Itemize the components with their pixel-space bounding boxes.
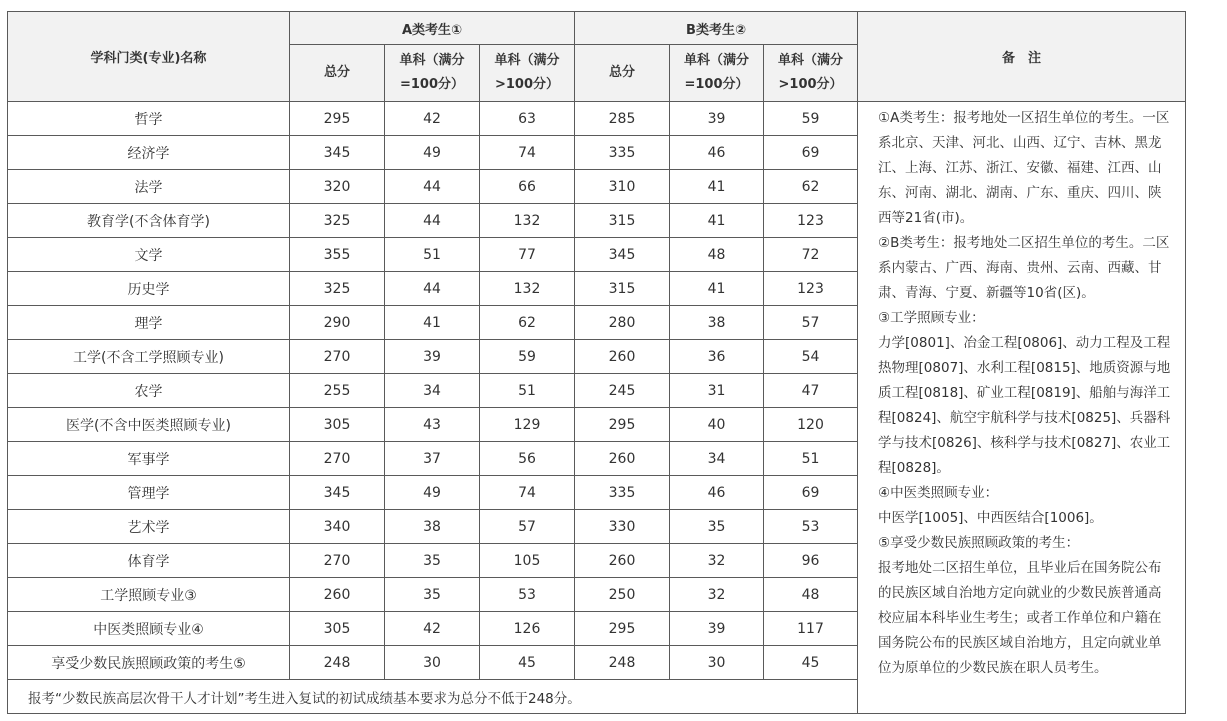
footer-note: 报考“少数民族高层次骨干人才计划”考生进入复试的初试成绩基本要求为总分不低于248分。 bbox=[8, 680, 858, 714]
a-single-100-cell: 42 bbox=[385, 102, 480, 136]
b-single-100-cell: 30 bbox=[670, 646, 764, 680]
b-single-over-cell: 45 bbox=[764, 646, 858, 680]
a-single-over-cell: 53 bbox=[480, 578, 575, 612]
b-single-over-cell: 72 bbox=[764, 238, 858, 272]
a-single-over-cell: 56 bbox=[480, 442, 575, 476]
a-single-100-cell: 30 bbox=[385, 646, 480, 680]
b-single-100-cell: 46 bbox=[670, 476, 764, 510]
a-single-100-cell: 35 bbox=[385, 578, 480, 612]
a-single-over-cell: 132 bbox=[480, 204, 575, 238]
b-single-over-cell: 51 bbox=[764, 442, 858, 476]
remark-paragraph: 力学[0801]、冶金工程[0806]、动力工程及工程热物理[0807]、水利工程[0815]、地质资源与地质工程[0818]、矿业工程[0819]、船舶与海洋工程[0824]、航空宇航科学与技术[0825]、兵器科学与技术[0826]、核科学与技术[0827]、农业工程[0828]。 bbox=[878, 335, 1171, 476]
subject-name-cell: 经济学 bbox=[8, 136, 290, 170]
a-single-100-cell: 44 bbox=[385, 272, 480, 306]
a-single-100-cell: 39 bbox=[385, 340, 480, 374]
subject-name-cell: 管理学 bbox=[8, 476, 290, 510]
b-total-cell: 295 bbox=[575, 612, 670, 646]
a-single-over-cell: 129 bbox=[480, 408, 575, 442]
b-single-over-cell: 120 bbox=[764, 408, 858, 442]
subject-name-cell: 文学 bbox=[8, 238, 290, 272]
a-single-100-cell: 49 bbox=[385, 136, 480, 170]
table-row bbox=[8, 102, 1186, 136]
b-single-100-cell: 32 bbox=[670, 578, 764, 612]
a-total-cell: 270 bbox=[290, 544, 385, 578]
subject-name-cell: 体育学 bbox=[8, 544, 290, 578]
b-single-100-cell: 34 bbox=[670, 442, 764, 476]
b-single-over-cell: 117 bbox=[764, 612, 858, 646]
subject-name-cell: 历史学 bbox=[8, 272, 290, 306]
remark-paragraph: ②B类考生：报考地处二区招生单位的考生。二区系内蒙古、广西、海南、贵州、云南、西藏、甘肃、青海、宁夏、新疆等10省(区)。 bbox=[878, 235, 1170, 301]
b-total-cell: 310 bbox=[575, 170, 670, 204]
a-total-cell: 345 bbox=[290, 136, 385, 170]
a-single-over-cell: 74 bbox=[480, 136, 575, 170]
b-single-over-cell: 48 bbox=[764, 578, 858, 612]
b-single-over-cell: 47 bbox=[764, 374, 858, 408]
a-single-over-cell: 126 bbox=[480, 612, 575, 646]
a-single-over-cell: 77 bbox=[480, 238, 575, 272]
a-total-cell: 270 bbox=[290, 340, 385, 374]
a-total-cell: 270 bbox=[290, 442, 385, 476]
subject-name-cell: 工学(不含工学照顾专业) bbox=[8, 340, 290, 374]
a-total-cell: 305 bbox=[290, 408, 385, 442]
b-single-100-cell: 41 bbox=[670, 272, 764, 306]
a-total-cell: 295 bbox=[290, 102, 385, 136]
a-total-cell: 305 bbox=[290, 612, 385, 646]
b-total-cell: 315 bbox=[575, 272, 670, 306]
a-single-100-cell: 49 bbox=[385, 476, 480, 510]
subject-name-cell: 医学(不含中医类照顾专业) bbox=[8, 408, 290, 442]
remark-paragraph: ③工学照顾专业： bbox=[878, 310, 985, 326]
b-single-100-cell: 31 bbox=[670, 374, 764, 408]
a-total-cell: 320 bbox=[290, 170, 385, 204]
b-single-100-cell: 32 bbox=[670, 544, 764, 578]
b-total-cell: 250 bbox=[575, 578, 670, 612]
b-total-cell: 260 bbox=[575, 442, 670, 476]
b-single-100-cell: 41 bbox=[670, 170, 764, 204]
a-single-100-cell: 51 bbox=[385, 238, 480, 272]
b-single-100-header: 单科（满分 =100分） bbox=[670, 45, 764, 102]
subject-name-cell: 军事学 bbox=[8, 442, 290, 476]
b-single-100-cell: 41 bbox=[670, 204, 764, 238]
a-single-over-cell: 74 bbox=[480, 476, 575, 510]
b-total-cell: 345 bbox=[575, 238, 670, 272]
b-total-cell: 295 bbox=[575, 408, 670, 442]
b-single-over-cell: 69 bbox=[764, 476, 858, 510]
a-single-over-header: 单科（满分 >100分） bbox=[480, 45, 575, 102]
b-single-over-cell: 53 bbox=[764, 510, 858, 544]
subject-name-cell: 农学 bbox=[8, 374, 290, 408]
remark-paragraph: ⑤享受少数民族照顾政策的考生： bbox=[878, 535, 1080, 551]
a-total-cell: 255 bbox=[290, 374, 385, 408]
a-total-cell: 355 bbox=[290, 238, 385, 272]
subject-name-cell: 哲学 bbox=[8, 102, 290, 136]
b-total-cell: 285 bbox=[575, 102, 670, 136]
subject-name-cell: 艺术学 bbox=[8, 510, 290, 544]
group-a-header: A类考生① bbox=[290, 12, 575, 45]
a-single-100-cell: 34 bbox=[385, 374, 480, 408]
subject-name-cell: 教育学(不含体育学) bbox=[8, 204, 290, 238]
remark-paragraph: ④中医类照顾专业： bbox=[878, 485, 999, 501]
b-single-over-cell: 62 bbox=[764, 170, 858, 204]
score-table bbox=[7, 11, 1186, 714]
a-single-100-cell: 37 bbox=[385, 442, 480, 476]
b-single-100-cell: 39 bbox=[670, 102, 764, 136]
b-single-100-cell: 48 bbox=[670, 238, 764, 272]
remark-paragraph: ①A类考生：报考地处一区招生单位的考生。一区系北京、天津、河北、山西、辽宁、吉林、黑龙江、上海、江苏、浙江、安徽、福建、江西、山东、河南、湖北、湖南、广东、重庆、四川、陕西等21省(市)。 bbox=[878, 110, 1170, 226]
b-total-cell: 260 bbox=[575, 544, 670, 578]
b-single-over-cell: 54 bbox=[764, 340, 858, 374]
subject-name-cell: 法学 bbox=[8, 170, 290, 204]
b-total-cell: 248 bbox=[575, 646, 670, 680]
a-single-over-cell: 57 bbox=[480, 510, 575, 544]
a-single-100-cell: 35 bbox=[385, 544, 480, 578]
subject-name-cell: 享受少数民族照顾政策的考生⑤ bbox=[8, 646, 290, 680]
b-single-100-cell: 40 bbox=[670, 408, 764, 442]
remarks-header: 备 注 bbox=[858, 12, 1186, 102]
a-single-100-cell: 44 bbox=[385, 170, 480, 204]
b-total-cell: 335 bbox=[575, 136, 670, 170]
b-total-cell: 245 bbox=[575, 374, 670, 408]
a-single-over-cell: 51 bbox=[480, 374, 575, 408]
a-single-over-cell: 59 bbox=[480, 340, 575, 374]
b-single-100-cell: 39 bbox=[670, 612, 764, 646]
b-single-over-cell: 69 bbox=[764, 136, 858, 170]
a-single-over-cell: 105 bbox=[480, 544, 575, 578]
a-single-100-cell: 38 bbox=[385, 510, 480, 544]
remark-paragraph: 中医学[1005]、中西医结合[1006]。 bbox=[878, 510, 1103, 526]
subject-name-cell: 理学 bbox=[8, 306, 290, 340]
a-total-cell: 248 bbox=[290, 646, 385, 680]
a-single-over-cell: 132 bbox=[480, 272, 575, 306]
b-total-cell: 280 bbox=[575, 306, 670, 340]
b-single-100-cell: 35 bbox=[670, 510, 764, 544]
a-single-100-header: 单科（满分 =100分） bbox=[385, 45, 480, 102]
a-single-over-cell: 62 bbox=[480, 306, 575, 340]
b-single-100-cell: 36 bbox=[670, 340, 764, 374]
b-single-100-cell: 38 bbox=[670, 306, 764, 340]
subject-name-cell: 工学照顾专业③ bbox=[8, 578, 290, 612]
b-total-header: 总分 bbox=[575, 45, 670, 102]
b-total-cell: 260 bbox=[575, 340, 670, 374]
b-single-over-cell: 57 bbox=[764, 306, 858, 340]
b-single-over-cell: 59 bbox=[764, 102, 858, 136]
a-single-over-cell: 63 bbox=[480, 102, 575, 136]
b-total-cell: 330 bbox=[575, 510, 670, 544]
subject-column-header: 学科门类(专业)名称 bbox=[8, 12, 290, 102]
b-single-over-cell: 123 bbox=[764, 204, 858, 238]
score-table-body bbox=[8, 102, 1186, 714]
a-single-100-cell: 42 bbox=[385, 612, 480, 646]
a-total-cell: 325 bbox=[290, 272, 385, 306]
remark-paragraph: 报考地处二区招生单位，且毕业后在国务院公布的民族区域自治地方定向就业的少数民族普通高校应届本科毕业生考生；或者工作单位和户籍在国务院公布的民族区域自治地方，且定向就业单位为原单位的少数民族在职人员考生。 bbox=[878, 560, 1162, 676]
a-total-cell: 340 bbox=[290, 510, 385, 544]
a-total-header: 总分 bbox=[290, 45, 385, 102]
b-single-100-cell: 46 bbox=[670, 136, 764, 170]
b-total-cell: 315 bbox=[575, 204, 670, 238]
b-total-cell: 335 bbox=[575, 476, 670, 510]
b-single-over-cell: 123 bbox=[764, 272, 858, 306]
a-single-over-cell: 66 bbox=[480, 170, 575, 204]
b-single-over-cell: 96 bbox=[764, 544, 858, 578]
a-total-cell: 260 bbox=[290, 578, 385, 612]
a-total-cell: 290 bbox=[290, 306, 385, 340]
a-single-100-cell: 44 bbox=[385, 204, 480, 238]
a-total-cell: 325 bbox=[290, 204, 385, 238]
group-b-header: B类考生② bbox=[575, 12, 858, 45]
a-single-over-cell: 45 bbox=[480, 646, 575, 680]
a-single-100-cell: 41 bbox=[385, 306, 480, 340]
remarks-cell bbox=[858, 102, 1186, 714]
subject-name-cell: 中医类照顾专业④ bbox=[8, 612, 290, 646]
a-single-100-cell: 43 bbox=[385, 408, 480, 442]
a-total-cell: 345 bbox=[290, 476, 385, 510]
b-single-over-header: 单科（满分 >100分） bbox=[764, 45, 858, 102]
